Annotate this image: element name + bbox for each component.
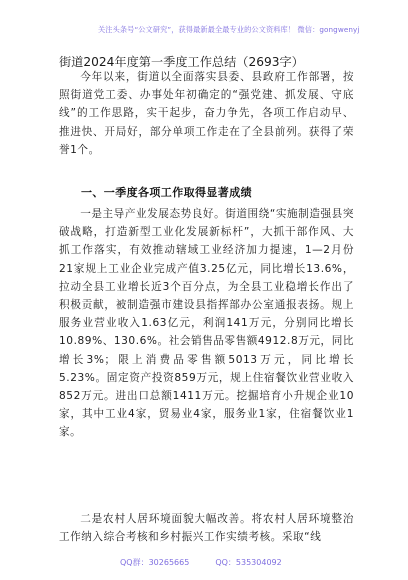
body-paragraph-environment: 二是农村人居环境面貌大幅改善。将农村人居环境整治工作纳入综合考核和乡村振兴工作实绩考核。采取“线 [59, 513, 354, 544]
promo-banner: 关注头条号“公文研究”，获得最新最全最专业的公文资料库！ 微信：gongwenyj [98, 25, 360, 34]
qq-contact-label: QQ：535304092 [215, 558, 282, 567]
contact-footer [120, 557, 282, 568]
body-paragraph-industry: 一是主导产业发展态势良好。街道围绕“实施制造强县突破战略，打造新型工业化发展新标杆”，大抓干部作风、大抓工作落实，有效推动辖域工业经济加力提速，1—2月份21家规上工业企业完成产值3.25亿元，同比增长13.6%，拉动全县工业增长近3个百分点，为全县工业稳增长作出了积极贡献，被制造强市建设县指挥部办公室通报表扬。规上服务业营业收入1.63亿元，利润141万元，分别同比增长10.89%、130.6%。社会销售品零售额4912.8万元，同比增长3%；限上消费品零售额5013万元，同比增长5.23%。固定资产投资859万元，规上住宿餐饮业营业收入852万元。进出口总额1411万元。挖掘培育小升规企业10家，其中工业4家，贸易业4家，服务业1家，住宿餐饮业1家。 [59, 208, 354, 439]
document-title: 街道2024年度第一季度工作总结（2693字） [59, 55, 304, 69]
section-heading: 一、一季度各项工作取得显著成绩 [81, 186, 252, 199]
qq-group-label: QQ群：30265665 [120, 558, 190, 567]
intro-paragraph: 今年以来，街道以全面落实县委、县政府工作部署，按照街道党工委、办事处年初确定的“强党建、抓发展、守底线”的工作思路，实干起步，奋力争先，各项工作启动早、推进快、开局好，部分单项工作走在了全县前列。获得了荣誉1个。 [59, 71, 354, 156]
